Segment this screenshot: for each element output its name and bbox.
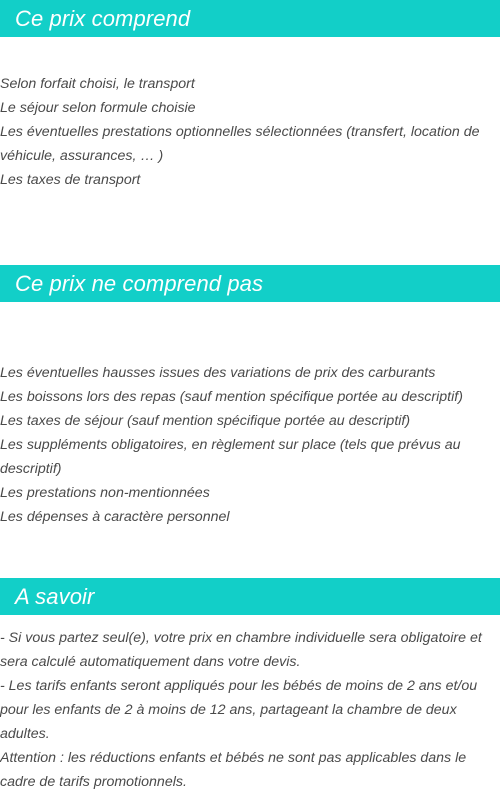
list-item: Les boissons lors des repas (sauf mention spécifique portée au descriptif): [0, 389, 463, 405]
list-item: Les taxes de séjour (sauf mention spécifique portée au descriptif): [0, 413, 411, 429]
section-title: Ce prix comprend: [15, 5, 191, 31]
list-item: Les taxes de transport: [0, 172, 141, 188]
list-item: Le séjour selon formule choisie: [0, 100, 196, 116]
list-item: Les éventuelles prestations optionnelles sélectionnées (transfert, location de véhicule, assurances, … ): [0, 124, 480, 164]
section-header-good-to-know: [0, 578, 500, 615]
list-item: Selon forfait choisi, le transport: [0, 76, 195, 92]
section-header-included: [0, 0, 500, 37]
section-title: Ce prix ne comprend pas: [15, 270, 264, 296]
list-item: Les dépenses à caractère personnel: [0, 509, 230, 525]
included-list: [0, 72, 500, 192]
not-included-list: [0, 361, 500, 529]
section-header-not-included: [0, 265, 500, 302]
section-title: A savoir: [15, 583, 95, 609]
list-item: Attention : les réductions enfants et bébés ne sont pas applicables dans le cadre de tarifs promotionnels.: [0, 750, 467, 790]
list-item: Les prestations non-mentionnées: [0, 485, 210, 501]
list-item: Les éventuelles hausses issues des variations de prix des carburants: [0, 365, 436, 381]
list-item: - Si vous partez seul(e), votre prix en chambre individuelle sera obligatoire et sera calculé automatiquement dans votre devis.: [0, 630, 482, 670]
list-item: - Les tarifs enfants seront appliqués pour les bébés de moins de 2 ans et/ou pour les enfants de 2 à moins de 12 ans, partageant la chambre de deux adultes.: [0, 678, 478, 742]
list-item: Les suppléments obligatoires, en règlement sur place (tels que prévus au descriptif): [0, 437, 461, 477]
